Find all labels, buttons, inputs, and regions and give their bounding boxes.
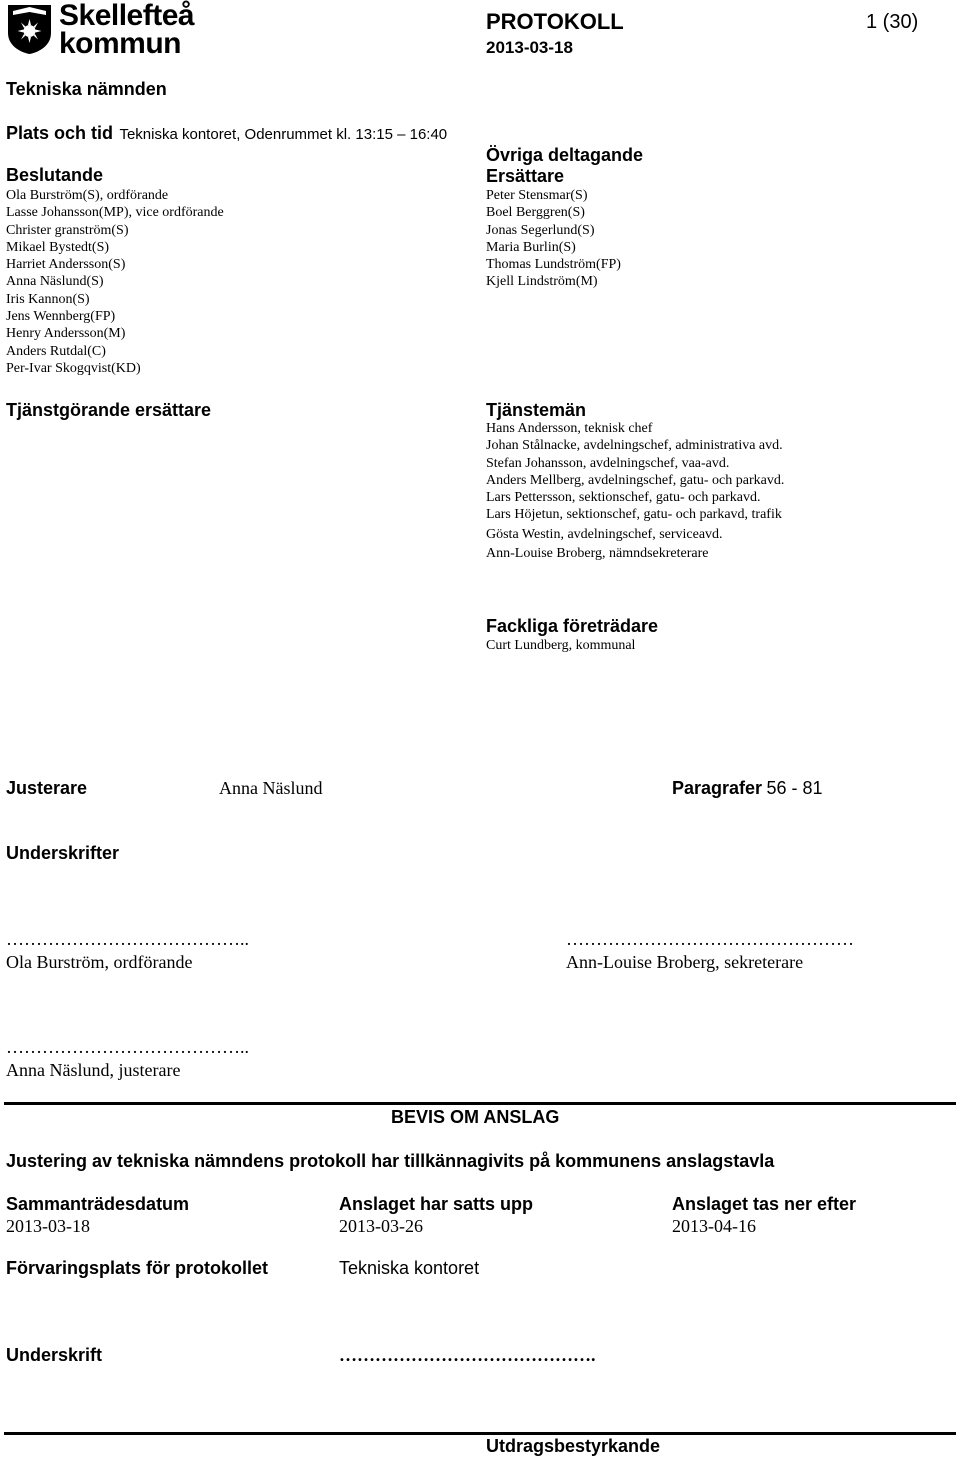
list-item: Anders Mellberg, avdelningschef, gatu- och parkavd. — [486, 472, 785, 488]
municipality-logo — [6, 0, 196, 60]
list-item: Iris Kannon(S) — [6, 291, 90, 307]
union-heading: Fackliga företrädare — [486, 616, 659, 636]
signature-name-3: Anna Näslund, justerare — [6, 1060, 181, 1080]
storage-label: Förvaringsplats för protokollet — [6, 1258, 269, 1278]
substitutes-heading: Ersättare — [486, 166, 565, 186]
list-item: Per-Ivar Skogqvist(KD) — [6, 360, 141, 376]
meeting-place-time — [6, 123, 447, 144]
removed-label: Anslaget tas ner efter — [672, 1194, 857, 1214]
coat-of-arms-icon — [6, 3, 53, 55]
list-item: Harriet Andersson(S) — [6, 257, 126, 273]
union-representative: Curt Lundberg, kommunal — [486, 638, 636, 653]
list-item: Anna Näslund(S) — [6, 274, 104, 290]
list-item: Lars Pettersson, sektionschef, gatu- och parkavd. — [486, 490, 761, 506]
page-number: 1 (30) — [866, 11, 919, 33]
signature-line-2: ………………………………………… — [566, 929, 854, 949]
signature-line-1: ………………………………….. — [6, 929, 249, 949]
list-item: Christer granström(S) — [6, 222, 129, 238]
list-item: Gösta Westin, avdelningschef, serviceavd. — [486, 526, 723, 542]
signature-line: ……………………………………. — [339, 1345, 596, 1365]
list-item: Ola Burström(S), ordförande — [6, 188, 169, 203]
list-item: Jonas Segerlund(S) — [486, 222, 595, 238]
officials-heading: Tjänstemän — [486, 400, 587, 420]
decision-makers-heading: Beslutande — [6, 165, 104, 185]
substitutes-list — [486, 187, 621, 291]
committee-name: Tekniska nämnden — [6, 79, 167, 99]
list-item: Boel Berggren(S) — [486, 205, 585, 221]
bottom-divider — [4, 1432, 956, 1435]
decision-makers-list — [6, 187, 224, 377]
posted-date: 2013-03-26 — [339, 1216, 423, 1236]
protocol-date: 2013-03-18 — [486, 38, 573, 57]
list-item: Lasse Johansson(MP), vice ordförande — [6, 205, 224, 221]
officials-list — [486, 420, 784, 562]
acting-substitutes-heading: Tjänstgörande ersättare — [6, 400, 212, 420]
list-item: Johan Stålnacke, avdelningschef, administrativa avd. — [486, 438, 783, 454]
removed-date: 2013-04-16 — [672, 1216, 756, 1236]
place-time-value: Tekniska kontoret, Odenrummet kl. 13:15 – 16:40 — [119, 126, 448, 143]
list-item: Ann-Louise Broberg, nämndsekreterare — [486, 546, 709, 562]
paragraphs-label: Paragrafer — [672, 778, 763, 798]
signature-line-3: ………………………………….. — [6, 1037, 249, 1057]
list-item: Kjell Lindström(M) — [486, 274, 598, 290]
meeting-date-label: Sammanträdesdatum — [6, 1194, 190, 1214]
posted-label: Anslaget har satts upp — [339, 1194, 534, 1214]
signatures-heading: Underskrifter — [6, 843, 120, 863]
list-item: Hans Andersson, teknisk chef — [486, 421, 653, 436]
logo-word-2: kommun — [59, 27, 182, 60]
list-item: Anders Rutdal(C) — [6, 343, 106, 359]
list-item: Stefan Johansson, avdelningschef, vaa-avd. — [486, 455, 730, 471]
adjuster-label: Justerare — [6, 778, 88, 798]
others-heading: Övriga deltagande — [486, 145, 644, 165]
notice-statement: Justering av tekniska nämndens protokoll har tillkännagivits på kommunens anslagstavla — [6, 1151, 775, 1171]
signature-name-1: Ola Burström, ordförande — [6, 952, 193, 972]
list-item: Henry Andersson(M) — [6, 326, 126, 342]
certification-label: Utdragsbestyrkande — [486, 1436, 661, 1456]
section-divider — [4, 1102, 956, 1105]
list-item: Peter Stensmar(S) — [486, 188, 588, 203]
paragraphs — [672, 778, 823, 799]
notice-heading: BEVIS OM ANSLAG — [391, 1107, 560, 1127]
paragraphs-value: 56 - 81 — [766, 778, 823, 798]
list-item: Jens Wennberg(FP) — [6, 309, 116, 325]
list-item: Maria Burlin(S) — [486, 239, 576, 255]
signature-label: Underskrift — [6, 1345, 103, 1365]
list-item: Mikael Bystedt(S) — [6, 239, 110, 255]
list-item: Lars Höjetun, sektionschef, gatu- och parkavd, trafik — [486, 507, 782, 523]
meeting-date-value: 2013-03-18 — [6, 1216, 90, 1236]
document-type: PROTOKOLL — [486, 9, 624, 34]
adjuster-name: Anna Näslund — [219, 778, 323, 798]
list-item: Thomas Lundström(FP) — [486, 257, 621, 273]
signature-name-2: Ann-Louise Broberg, sekreterare — [566, 952, 804, 972]
place-time-label: Plats och tid — [6, 123, 114, 143]
storage-value: Tekniska kontoret — [339, 1258, 480, 1278]
logo-word-1: Skellefteå — [59, 0, 195, 32]
